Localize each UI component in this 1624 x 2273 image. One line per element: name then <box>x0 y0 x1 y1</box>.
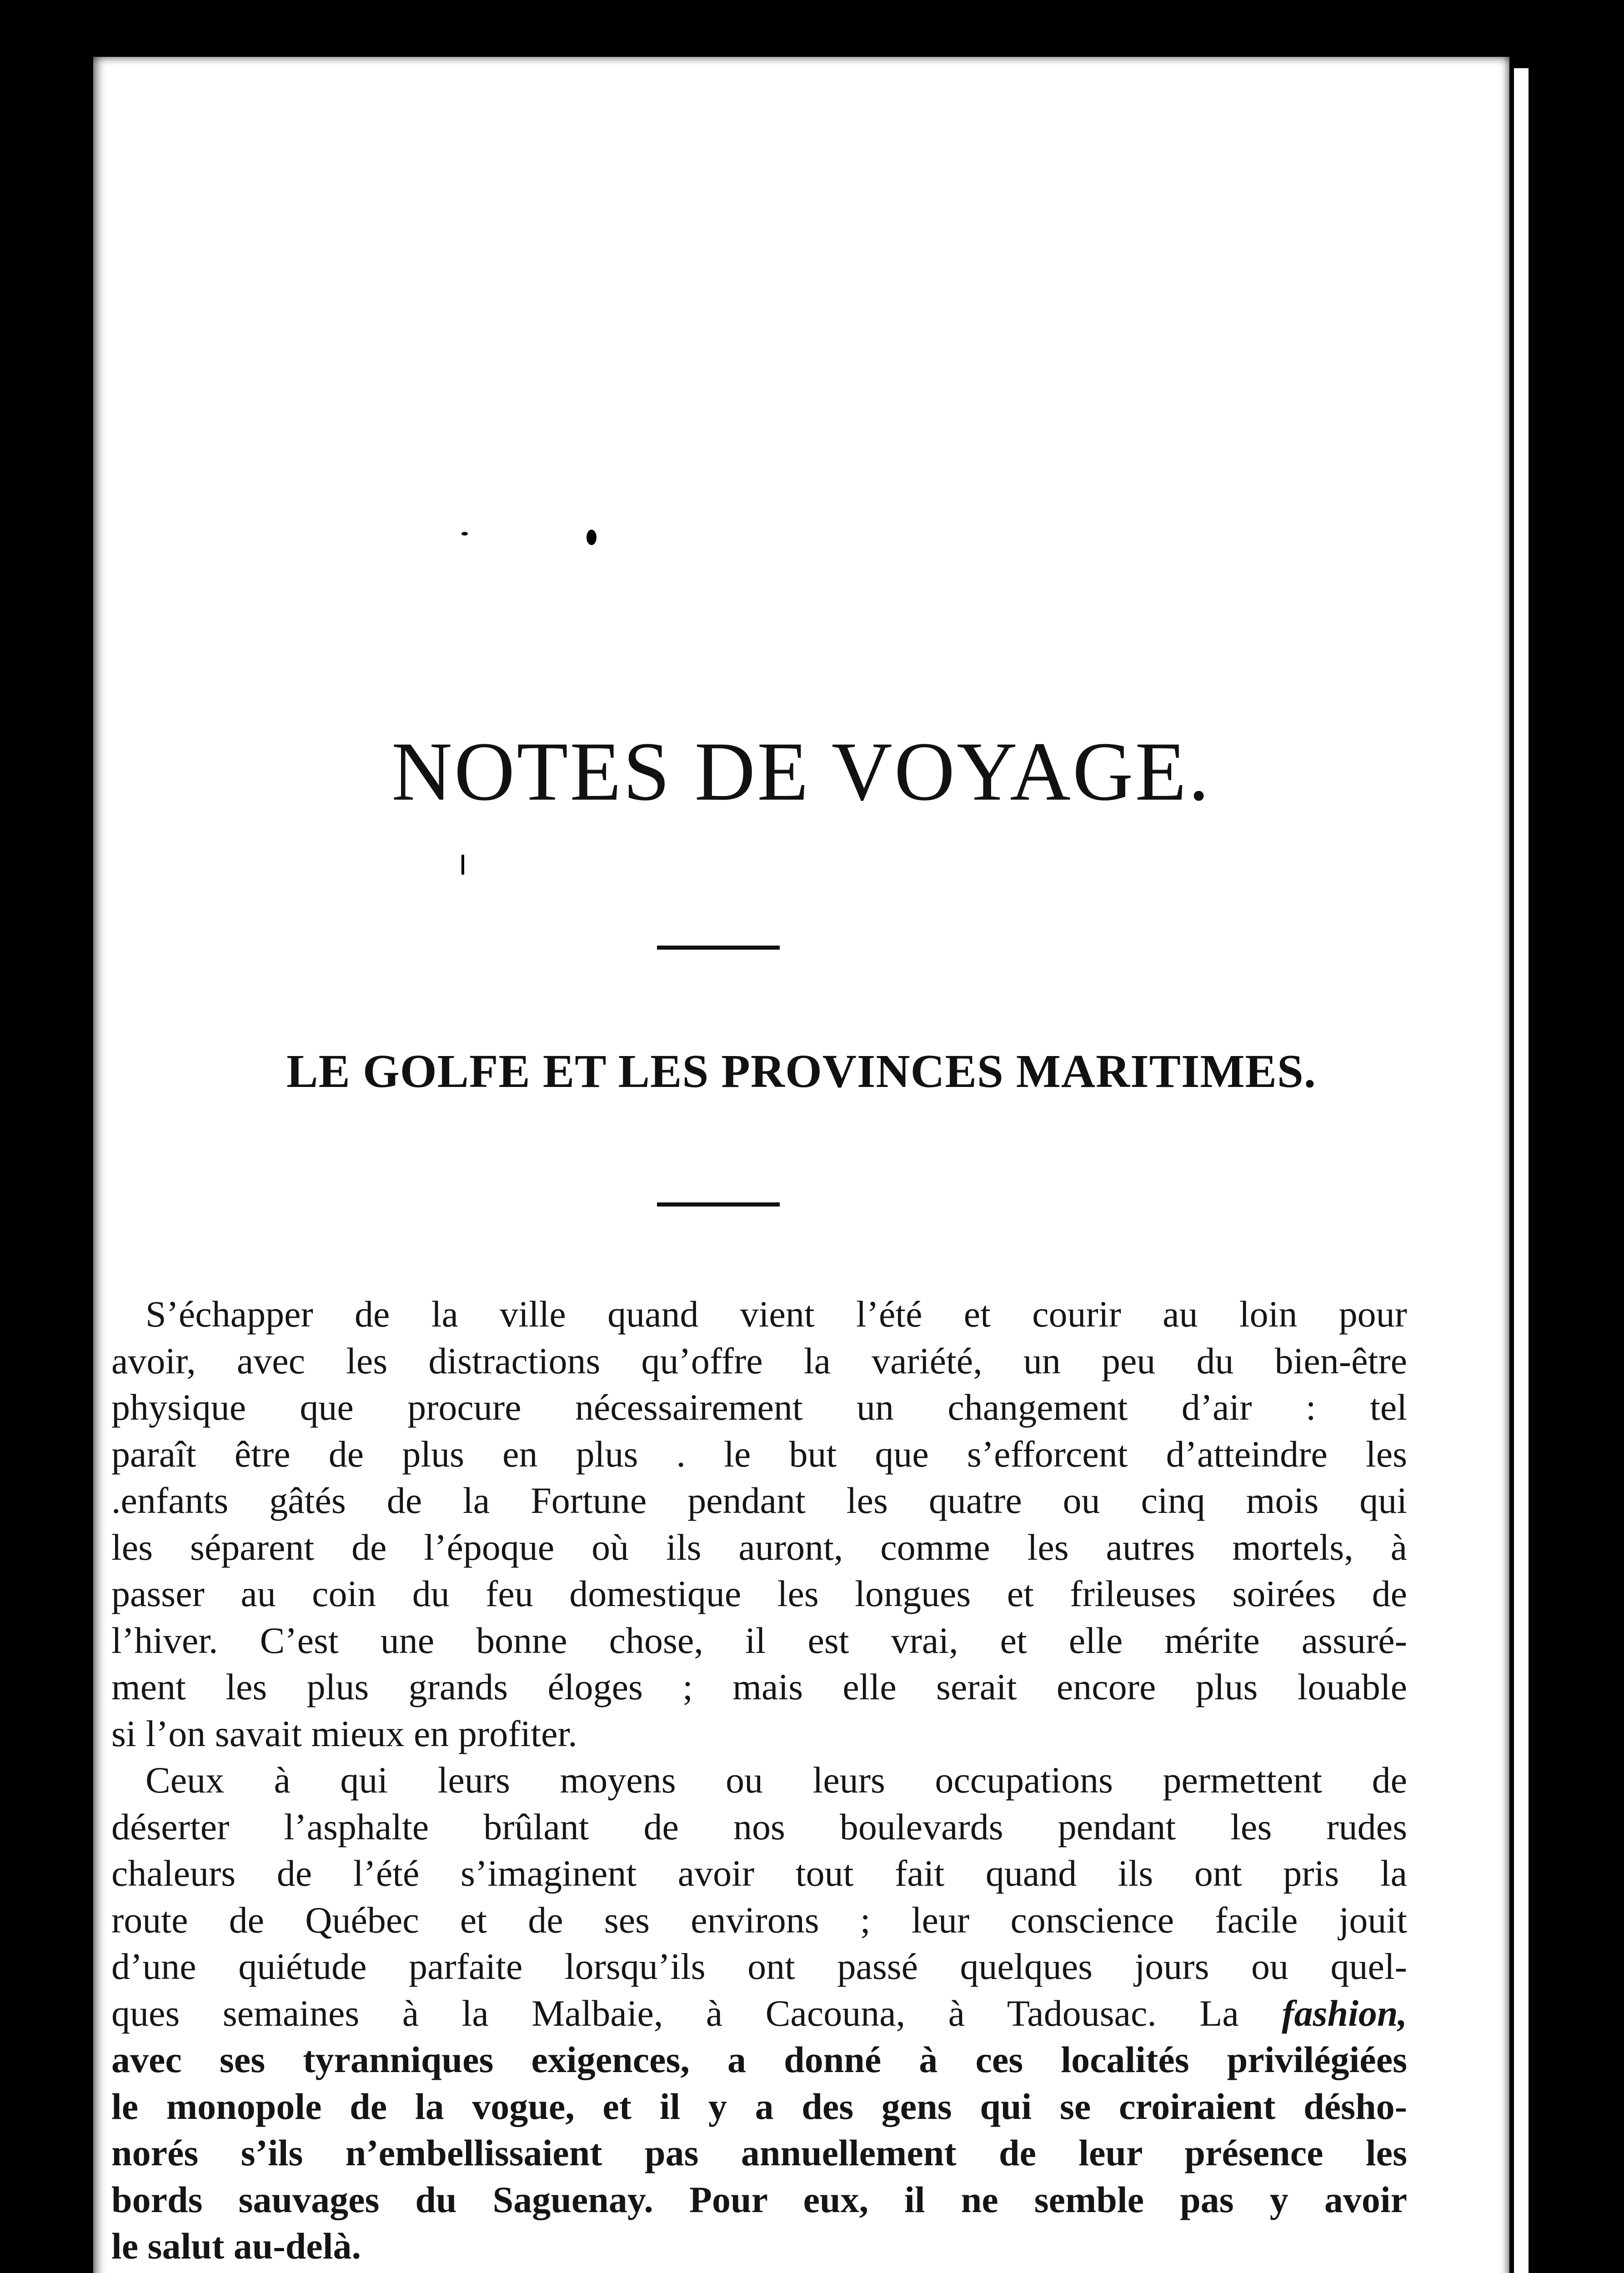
text-line: paraît être de plus en plus . le but que s’efforcent d’atteindre les <box>111 1433 1407 1475</box>
text-line: d’une quiétude parfaite lorsqu’ils ont passé quelques jours ou quel- <box>111 1946 1407 1987</box>
subtitle-divider <box>657 1202 780 1207</box>
ink-speck <box>461 855 464 875</box>
text-line: passer au coin du feu domestique les longues et frileuses soirées de <box>111 1573 1407 1614</box>
text-line: .enfants gâtés de la Fortune pendant les quatre ou cinq mois qui <box>111 1480 1407 1521</box>
text-line: bords sauvages du Saguenay. Pour eux, il ne semble pas y avoir <box>111 2178 1407 2220</box>
text-line: le salut au-delà. <box>111 2225 361 2267</box>
text-line: S’échapper de la ville quand vient l’été et courir au loin pour <box>145 1293 1407 1335</box>
title-divider <box>657 946 780 950</box>
text-line: norés s’ils n’embellissaient pas annuellement de leur présence les <box>111 2132 1407 2173</box>
page-edge <box>1514 68 1529 2273</box>
text-line: si l’on savait mieux en profiter. <box>111 1712 577 1754</box>
paragraph-2 <box>111 1757 1407 2270</box>
text-line: ment les plus grands éloges ; mais elle serait encore plus louable <box>111 1666 1407 1707</box>
text-line: avoir, avec les distractions qu’offre la variété, un peu du bien-être <box>111 1340 1407 1382</box>
text-line: les séparent de l’époque où ils auront, comme les autres mortels, à <box>111 1526 1407 1568</box>
text-line: l’hiver. C’est une bonne chose, il est vrai, et elle mérite assuré- <box>111 1619 1407 1661</box>
ink-speck <box>586 530 596 545</box>
body-text <box>111 1291 1407 2270</box>
text-line: le monopole de la vogue, et il y a des gens qui se croiraient désho- <box>111 2085 1407 2127</box>
paragraph-1 <box>111 1291 1407 1757</box>
ink-speck <box>461 532 468 536</box>
text-segment: ques semaines à la Malbaie, à Cacouna, à Tadousac. La <box>111 1992 1239 2034</box>
text-line: chaleurs de l’été s’imaginent avoir tout fait quand ils ont pris la <box>111 1852 1407 1894</box>
page-leaf <box>93 57 1509 2273</box>
text-line: avec ses tyranniques exigences, a donné à ces localités privilégiées <box>111 2039 1407 2080</box>
italic-word: fashion, <box>1282 1992 1407 2034</box>
chapter-subtitle: LE GOLFE ET LES PROVINCES MARITIMES. <box>286 1045 1316 1097</box>
text-line: physique que procure nécessairement un changement d’air : tel <box>111 1387 1407 1428</box>
text-line: Ceux à qui leurs moyens ou leurs occupations permettent de <box>145 1759 1407 1801</box>
text-line: route de Québec et de ses environs ; leur conscience facile jouit <box>111 1899 1407 1941</box>
text-line: déserter l’asphalte brûlant de nos boulevards pendant les rudes <box>111 1806 1407 1847</box>
text-line <box>111 1990 1407 2037</box>
page-title: NOTES DE VOYAGE. <box>391 725 1211 818</box>
